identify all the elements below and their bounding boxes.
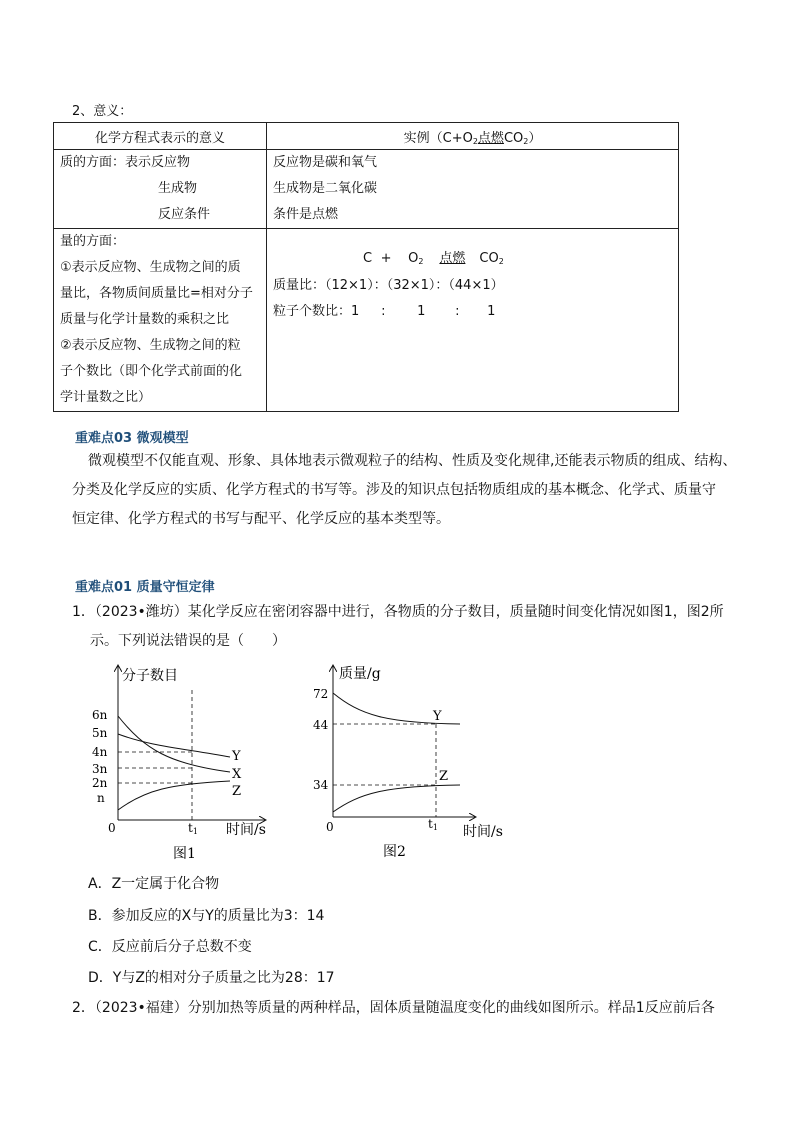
fig1-caption: 图1	[173, 846, 196, 862]
fig1-ytick-4n: 4n	[92, 745, 108, 759]
fig1-series-z	[118, 781, 230, 810]
option-b[interactable]: B．参加反应的X与Y的质量比为3：14	[88, 908, 325, 924]
equation: $C + O_2$ 点燃 $CO_2$	[363, 251, 504, 266]
fig1-origin: 0	[108, 821, 116, 835]
option-d[interactable]: D．Y与Z的相对分子质量之比为28：17	[88, 970, 335, 986]
table-header-left: 化学方程式表示的意义	[54, 123, 267, 150]
quantity-aspect-cell: 量的方面： ①表示反应物、生成物之间的质 量比，各物质间质量比=相对分子 质量与化学计量数的乘积之比 ②表示反应物、生成物之间的粒 子个数比（即个化学式前面的化 学计量数之比）	[54, 229, 267, 412]
fig2-ytick-44: 44	[313, 718, 329, 732]
option-c[interactable]: C．反应前后分子总数不变	[88, 939, 252, 955]
fig2-origin: 0	[326, 820, 334, 834]
quality-aspect-cell: 质的方面：表示反应物 生成物 反应条件	[54, 150, 267, 229]
fig1-xlabel: 时间/s	[226, 822, 266, 838]
fig1-ytick-6n: 6n	[92, 708, 108, 722]
fig2-ytick-34: 34	[313, 778, 329, 792]
question-2: 2．（2023•福建）分别加热等质量的两种样品，固体质量随温度变化的曲线如图所示。样品1反应前后各	[72, 1000, 715, 1016]
table-header-right: 实例（$C+O_2$点燃$CO_2$）	[267, 123, 679, 150]
quantity-example-cell	[267, 229, 679, 412]
fig1-t1-label: t1	[188, 821, 198, 836]
fig1-ytick-3n: 3n	[92, 762, 108, 776]
quality-example-cell: 反应物是碳和氧气 生成物是二氧化碳 条件是点燃	[267, 150, 679, 229]
fig2-label-z: Z	[439, 769, 449, 784]
fig1-ytick-2n: 2n	[92, 776, 108, 790]
fig1-label-x: X	[232, 767, 242, 782]
fig2-label-y: Y	[433, 709, 442, 724]
fig1-ytick-5n: 5n	[92, 726, 108, 740]
figure-2-chart	[305, 660, 525, 865]
option-a[interactable]: A．Z一定属于化合物	[88, 876, 220, 892]
fig1-label-z: Z	[232, 784, 242, 799]
question-1: 1．（2023•潍坊）某化学反应在密闭容器中进行，各物质的分子数目，质量随时间变化情况如图1，图2所 示。下列说法错误的是（ ）	[72, 604, 724, 649]
fig2-ytick-72: 72	[313, 687, 329, 701]
fig2-series-z	[333, 785, 460, 812]
mass-ratio: 质量比：（12×1）：（32×1）：（44×1）	[273, 278, 504, 293]
fig1-ylabel: 分子数目	[122, 668, 178, 684]
figure-1-chart	[80, 660, 280, 865]
section01-title: 重难点01 质量守恒定律	[75, 580, 215, 595]
section-label: 2、意义：	[72, 104, 133, 119]
fig1-series-x	[118, 716, 230, 772]
fig2-caption: 图2	[383, 844, 406, 860]
fig1-ytick-n: n	[97, 791, 105, 805]
meaning-table	[53, 122, 679, 412]
fig2-t1-label: t1	[428, 817, 438, 832]
particle-ratio: 粒子个数比：1 : 1 : 1	[273, 304, 496, 319]
fig2-ylabel: 质量/g	[339, 666, 381, 682]
section03-title: 重难点03 微观模型	[75, 431, 189, 446]
fig1-series-y	[118, 734, 230, 757]
section03-paragraph: 微观模型不仅能直观、形象、具体地表示微观粒子的结构、性质及变化规律,还能表示物质的组成、结构、 分类及化学反应的实质、化学方程式的书写等。涉及的知识点包括物质组成的基本概念、化学式、质量守 恒定律、化学方程式的书写与配平、化学反应的基本类型等。	[72, 453, 737, 527]
fig2-xlabel: 时间/s	[463, 824, 503, 840]
fig1-label-y: Y	[232, 749, 241, 764]
